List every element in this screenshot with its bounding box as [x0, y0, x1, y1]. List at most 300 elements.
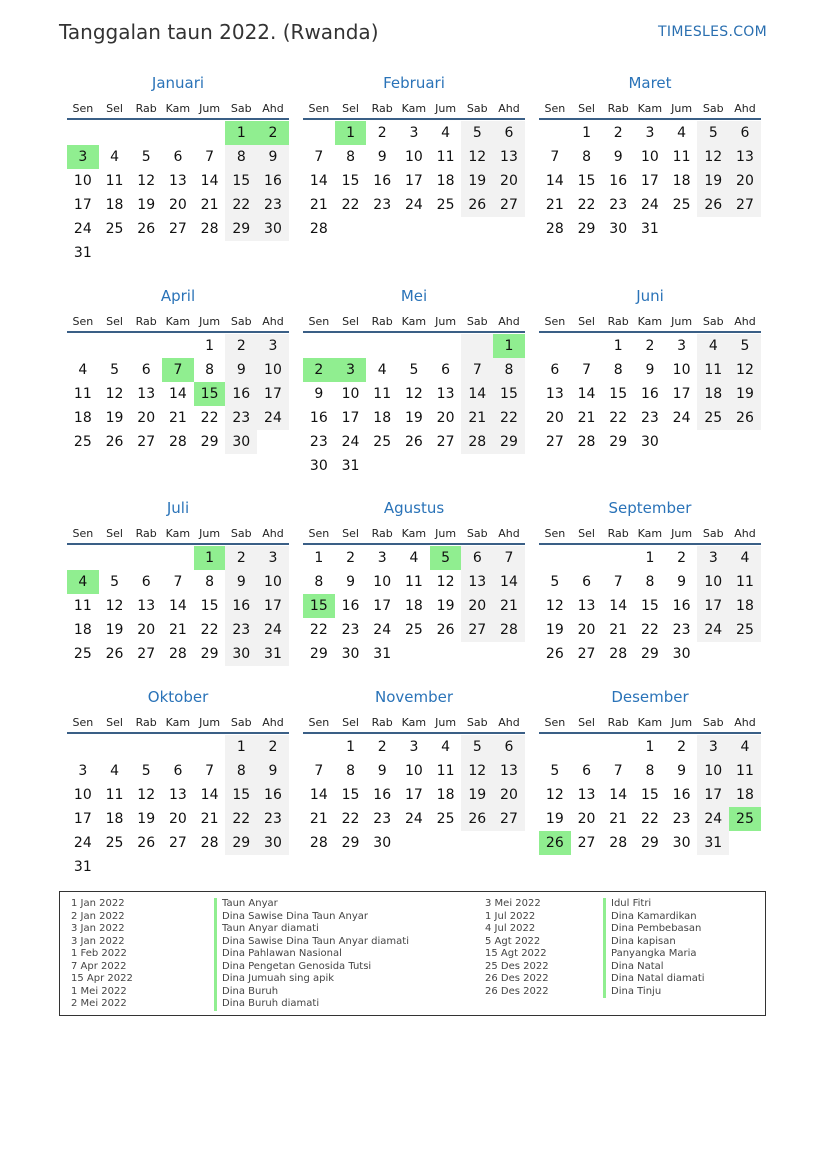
day-cell: 9	[314, 386, 324, 402]
day-cell: 17	[73, 811, 92, 827]
day-cell: 20	[729, 169, 761, 193]
day-cell: 24	[404, 197, 423, 213]
day-cell: 10	[257, 570, 289, 594]
day-cell: 9	[645, 362, 655, 378]
weekday-label: Kam	[401, 716, 427, 729]
empty-cell	[493, 831, 525, 855]
legend-date: 3 Mei 2022	[485, 898, 541, 909]
legend-date: 26 Des 2022	[485, 985, 549, 997]
legend-date: 2 Jan 2022	[71, 910, 125, 922]
empty-cell	[99, 855, 131, 879]
day-cell: 4	[729, 735, 761, 759]
day-cell: 4	[697, 334, 729, 358]
legend-date: 3 Jan 2022	[71, 923, 125, 934]
day-cell: 27	[137, 434, 156, 450]
empty-cell	[67, 735, 99, 759]
day-cell: 22	[341, 811, 360, 827]
day-cell: 20	[137, 410, 156, 426]
weekday-label: Rab	[607, 716, 629, 729]
empty-cell	[257, 430, 289, 454]
weekday-label: Kam	[401, 102, 427, 115]
empty-cell	[303, 121, 335, 145]
empty-cell	[602, 546, 634, 570]
day-cell: 11	[436, 149, 455, 165]
day-cell: 23	[373, 811, 392, 827]
day-cell: 27	[168, 221, 187, 237]
day-cell: 16	[373, 173, 392, 189]
day-cell: 7	[613, 763, 623, 779]
holiday-day: 1	[225, 121, 257, 145]
empty-cell	[697, 642, 729, 666]
day-cell: 9	[257, 145, 289, 169]
day-cell: 9	[257, 759, 289, 783]
day-grid	[303, 121, 525, 241]
day-cell: 29	[309, 646, 328, 662]
holiday-day: 3	[67, 145, 99, 169]
day-cell: 6	[141, 362, 151, 378]
day-cell: 16	[373, 787, 392, 803]
day-cell: 19	[461, 169, 493, 193]
day-cell: 17	[341, 410, 360, 426]
day-cell: 14	[493, 570, 525, 594]
weekday-label: Rab	[371, 527, 393, 540]
legend-holiday-name: Dina Pahlawan Nasional	[222, 948, 342, 959]
day-cell: 24	[257, 618, 289, 642]
weekday-label: Kam	[165, 716, 191, 729]
weekday-label: Rab	[135, 315, 157, 328]
day-cell: 19	[105, 410, 124, 426]
empty-cell	[571, 334, 603, 358]
day-cell: 22	[577, 197, 596, 213]
legend-holiday-name: Dina Tinju	[611, 985, 662, 997]
day-cell: 14	[461, 382, 493, 406]
weekday-label: Kam	[637, 315, 663, 328]
day-cell: 27	[493, 193, 525, 217]
day-cell: 18	[373, 410, 392, 426]
legend-holiday-name: Dina Natal	[611, 960, 664, 972]
legend-date: 1 Mei 2022	[71, 985, 127, 997]
day-cell: 8	[613, 362, 623, 378]
day-cell: 13	[461, 570, 493, 594]
weekday-header	[539, 100, 761, 120]
day-cell: 17	[373, 598, 392, 614]
weekday-label: Sel	[342, 527, 359, 540]
day-cell: 26	[461, 807, 493, 831]
day-cell: 4	[110, 149, 119, 165]
day-cell: 21	[545, 197, 564, 213]
day-cell: 8	[225, 145, 257, 169]
day-cell: 12	[404, 386, 423, 402]
day-cell: 26	[105, 434, 124, 450]
day-cell: 19	[404, 410, 423, 426]
month-juni	[539, 285, 761, 454]
day-cell: 24	[73, 221, 92, 237]
day-cell: 18	[672, 173, 691, 189]
weekday-label: Sab	[466, 716, 488, 729]
day-cell: 8	[493, 358, 525, 382]
day-cell: 29	[640, 835, 659, 851]
weekday-label: Ahd	[498, 102, 520, 115]
day-cell: 16	[640, 386, 659, 402]
day-cell: 19	[545, 811, 564, 827]
empty-cell	[130, 241, 162, 265]
weekday-label: Sab	[230, 716, 252, 729]
day-cell: 10	[404, 763, 423, 779]
holiday-day: 3	[335, 358, 367, 382]
day-cell: 28	[609, 835, 628, 851]
day-cell: 12	[729, 358, 761, 382]
month-name: Mei	[400, 287, 428, 305]
day-cell: 4	[729, 546, 761, 570]
day-cell: 16	[257, 169, 289, 193]
empty-cell	[461, 334, 493, 358]
day-cell: 10	[373, 574, 392, 590]
weekday-label: Jum	[671, 315, 693, 328]
day-cell: 17	[73, 197, 92, 213]
day-cell: 20	[137, 622, 156, 638]
empty-cell	[130, 855, 162, 879]
empty-cell	[67, 334, 99, 358]
day-cell: 15	[225, 783, 257, 807]
day-cell: 16	[309, 410, 328, 426]
day-cell: 2	[677, 739, 687, 755]
weekday-header	[67, 313, 289, 333]
day-cell: 6	[493, 735, 525, 759]
legend-date: 15 Apr 2022	[71, 973, 133, 984]
day-cell: 5	[409, 362, 419, 378]
day-cell: 1	[613, 338, 623, 354]
day-cell: 7	[493, 546, 525, 570]
weekday-label: Sen	[308, 315, 330, 328]
weekday-label: Sab	[702, 527, 724, 540]
day-cell: 13	[137, 386, 156, 402]
legend-holiday-name: Panyangka Maria	[611, 948, 697, 959]
weekday-label: Ahd	[734, 527, 756, 540]
day-cell: 14	[577, 386, 596, 402]
legend-date: 1 Jul 2022	[485, 910, 536, 922]
day-cell: 30	[341, 646, 360, 662]
day-cell: 23	[309, 434, 328, 450]
day-cell: 11	[373, 386, 392, 402]
day-cell: 29	[341, 835, 360, 851]
day-cell: 14	[168, 386, 187, 402]
day-cell: 23	[672, 811, 691, 827]
month-agustus	[303, 497, 525, 666]
day-cell: 23	[225, 618, 257, 642]
weekday-label: Sel	[106, 716, 123, 729]
day-cell: 19	[436, 598, 455, 614]
weekday-label: Ahd	[262, 527, 284, 540]
day-cell: 8	[346, 763, 355, 779]
day-cell: 28	[168, 646, 187, 662]
day-grid	[539, 546, 761, 666]
day-cell: 28	[309, 221, 328, 237]
weekday-label: Sen	[72, 102, 94, 115]
day-cell: 20	[168, 197, 187, 213]
day-cell: 15	[341, 173, 360, 189]
day-cell: 3	[257, 546, 289, 570]
day-cell: 3	[78, 763, 88, 779]
weekday-label: Ahd	[498, 315, 520, 328]
empty-cell	[602, 735, 634, 759]
day-cell: 25	[404, 622, 423, 638]
day-cell: 10	[640, 149, 659, 165]
day-cell: 16	[341, 598, 360, 614]
day-cell: 22	[640, 622, 659, 638]
day-cell: 7	[314, 763, 324, 779]
day-cell: 29	[493, 430, 525, 454]
weekday-label: Jum	[199, 527, 221, 540]
day-cell: 5	[110, 362, 119, 378]
day-cell: 19	[137, 197, 156, 213]
day-cell: 30	[373, 835, 392, 851]
legend-right-marker	[603, 898, 606, 998]
day-cell: 11	[105, 787, 124, 803]
day-cell: 5	[461, 735, 493, 759]
empty-cell	[130, 735, 162, 759]
day-cell: 26	[404, 434, 423, 450]
day-cell: 2	[346, 550, 355, 566]
day-cell: 25	[729, 618, 761, 642]
day-cell: 3	[677, 338, 687, 354]
weekday-label: Kam	[401, 315, 427, 328]
day-cell: 29	[609, 434, 628, 450]
day-cell: 22	[309, 622, 328, 638]
day-cell: 11	[697, 358, 729, 382]
day-cell: 6	[461, 546, 493, 570]
day-cell: 13	[137, 598, 156, 614]
legend-left-marker	[214, 898, 217, 1011]
month-desember	[539, 686, 761, 855]
weekday-label: Ahd	[498, 716, 520, 729]
day-cell: 28	[493, 618, 525, 642]
day-cell: 9	[677, 763, 687, 779]
day-cell: 13	[729, 145, 761, 169]
day-cell: 2	[377, 125, 387, 141]
weekday-label: Sen	[72, 527, 94, 540]
day-cell: 1	[205, 338, 215, 354]
day-cell: 29	[225, 217, 257, 241]
day-cell: 25	[105, 835, 124, 851]
day-cell: 14	[200, 787, 219, 803]
legend-holiday-name: Dina Buruh diamati	[222, 998, 320, 1009]
day-cell: 2	[377, 739, 387, 755]
empty-cell	[493, 454, 525, 478]
empty-cell	[366, 217, 398, 241]
holiday-day: 2	[257, 121, 289, 145]
weekday-label: Sen	[72, 315, 94, 328]
day-cell: 1	[582, 125, 591, 141]
day-cell: 30	[609, 221, 628, 237]
day-cell: 28	[168, 434, 187, 450]
weekday-label: Sel	[106, 315, 123, 328]
day-cell: 8	[225, 759, 257, 783]
day-cell: 4	[78, 362, 88, 378]
day-cell: 6	[582, 574, 591, 590]
weekday-label: Jum	[671, 527, 693, 540]
day-cell: 26	[137, 835, 156, 851]
empty-cell	[430, 642, 462, 666]
empty-cell	[430, 831, 462, 855]
legend-left-names	[222, 898, 409, 1011]
holiday-day: 2	[303, 358, 335, 382]
empty-cell	[67, 121, 99, 145]
empty-cell	[461, 642, 493, 666]
day-cell: 17	[672, 386, 691, 402]
day-cell: 6	[141, 574, 151, 590]
weekday-label: Rab	[135, 716, 157, 729]
legend-holiday-name: Taun Anyar diamati	[222, 923, 319, 934]
weekday-label: Kam	[165, 315, 191, 328]
empty-cell	[539, 121, 571, 145]
day-cell: 13	[545, 386, 564, 402]
empty-cell	[398, 454, 430, 478]
day-cell: 30	[257, 217, 289, 241]
holiday-day: 25	[729, 807, 761, 831]
day-cell: 26	[729, 406, 761, 430]
day-cell: 17	[640, 173, 659, 189]
day-cell: 24	[697, 807, 729, 831]
weekday-header	[539, 714, 761, 734]
weekday-label: Jum	[435, 527, 457, 540]
day-cell: 23	[609, 197, 628, 213]
empty-cell	[130, 546, 162, 570]
day-cell: 12	[545, 787, 564, 803]
day-cell: 28	[309, 835, 328, 851]
weekday-label: Kam	[637, 102, 663, 115]
day-cell: 3	[409, 739, 419, 755]
day-cell: 16	[225, 382, 257, 406]
day-cell: 9	[346, 574, 355, 590]
day-cell: 10	[73, 787, 92, 803]
day-cell: 6	[550, 362, 560, 378]
day-cell: 21	[168, 622, 187, 638]
day-cell: 30	[257, 831, 289, 855]
legend-date: 26 Des 2022	[485, 973, 549, 984]
month-name: Januari	[151, 74, 205, 92]
day-cell: 18	[73, 410, 92, 426]
day-cell: 22	[640, 811, 659, 827]
day-cell: 10	[697, 570, 729, 594]
day-cell: 7	[314, 149, 324, 165]
weekday-label: Sen	[308, 716, 330, 729]
empty-cell	[225, 855, 257, 879]
weekday-label: Sab	[230, 315, 252, 328]
day-cell: 6	[493, 121, 525, 145]
weekday-label: Jum	[199, 315, 221, 328]
day-cell: 27	[545, 434, 564, 450]
day-cell: 18	[105, 811, 124, 827]
day-cell: 27	[168, 835, 187, 851]
legend-date: 25 Des 2022	[485, 960, 549, 972]
day-cell: 26	[461, 193, 493, 217]
day-cell: 18	[73, 622, 92, 638]
day-cell: 12	[137, 787, 156, 803]
holiday-day: 15	[194, 382, 226, 406]
day-cell: 15	[640, 598, 659, 614]
day-cell: 17	[697, 594, 729, 618]
empty-cell	[162, 735, 194, 759]
weekday-label: Rab	[607, 315, 629, 328]
day-cell: 5	[141, 763, 151, 779]
brand-link[interactable]: TIMESLES.COM	[658, 24, 767, 40]
weekday-label: Sel	[342, 716, 359, 729]
day-grid	[303, 546, 525, 666]
page-title: Tanggalan taun 2022. (Rwanda)	[59, 20, 379, 44]
legend-holiday-name: Dina Buruh	[222, 985, 279, 997]
weekday-label: Sen	[544, 102, 566, 115]
day-cell: 31	[697, 831, 729, 855]
day-cell: 29	[200, 646, 219, 662]
weekday-label: Sel	[106, 527, 123, 540]
day-grid	[67, 334, 289, 454]
empty-cell	[194, 241, 226, 265]
day-cell: 11	[729, 759, 761, 783]
empty-cell	[366, 454, 398, 478]
day-cell: 25	[436, 811, 455, 827]
day-cell: 12	[105, 598, 124, 614]
day-cell: 28	[609, 646, 628, 662]
day-cell: 12	[461, 145, 493, 169]
day-cell: 14	[200, 173, 219, 189]
holiday-day: 15	[303, 594, 335, 618]
month-name: November	[374, 688, 454, 706]
weekday-label: Rab	[135, 102, 157, 115]
day-cell: 9	[677, 574, 687, 590]
day-cell: 13	[493, 145, 525, 169]
day-cell: 6	[582, 763, 591, 779]
day-cell: 12	[137, 173, 156, 189]
day-cell: 25	[73, 646, 92, 662]
weekday-label: Sab	[466, 102, 488, 115]
day-cell: 21	[309, 197, 328, 213]
day-cell: 15	[609, 386, 628, 402]
day-cell: 13	[493, 759, 525, 783]
month-name: September	[608, 499, 692, 517]
day-cell: 9	[225, 358, 257, 382]
day-cell: 26	[137, 221, 156, 237]
empty-cell	[539, 334, 571, 358]
month-name: Oktober	[147, 688, 209, 706]
day-cell: 15	[200, 598, 219, 614]
legend-holiday-name: Dina Pembebasan	[611, 923, 702, 934]
empty-cell	[130, 334, 162, 358]
weekday-label: Ahd	[734, 716, 756, 729]
legend-date: 2 Mei 2022	[71, 998, 127, 1009]
empty-cell	[666, 217, 698, 241]
weekday-label: Rab	[607, 527, 629, 540]
day-cell: 23	[672, 622, 691, 638]
empty-cell	[303, 735, 335, 759]
day-cell: 30	[309, 458, 328, 474]
day-cell: 20	[493, 783, 525, 807]
day-cell: 10	[257, 358, 289, 382]
day-cell: 12	[436, 574, 455, 590]
empty-cell	[697, 430, 729, 454]
day-cell: 28	[545, 221, 564, 237]
day-grid	[539, 121, 761, 241]
empty-cell	[729, 217, 761, 241]
legend-date: 7 Apr 2022	[71, 960, 127, 972]
weekday-label: Sab	[466, 527, 488, 540]
month-name: Maret	[628, 74, 672, 92]
weekday-label: Sab	[702, 102, 724, 115]
day-cell: 11	[404, 574, 423, 590]
month-name: Juni	[636, 287, 664, 305]
day-cell: 12	[545, 598, 564, 614]
day-cell: 31	[640, 221, 659, 237]
legend-left-dates	[71, 898, 133, 1011]
